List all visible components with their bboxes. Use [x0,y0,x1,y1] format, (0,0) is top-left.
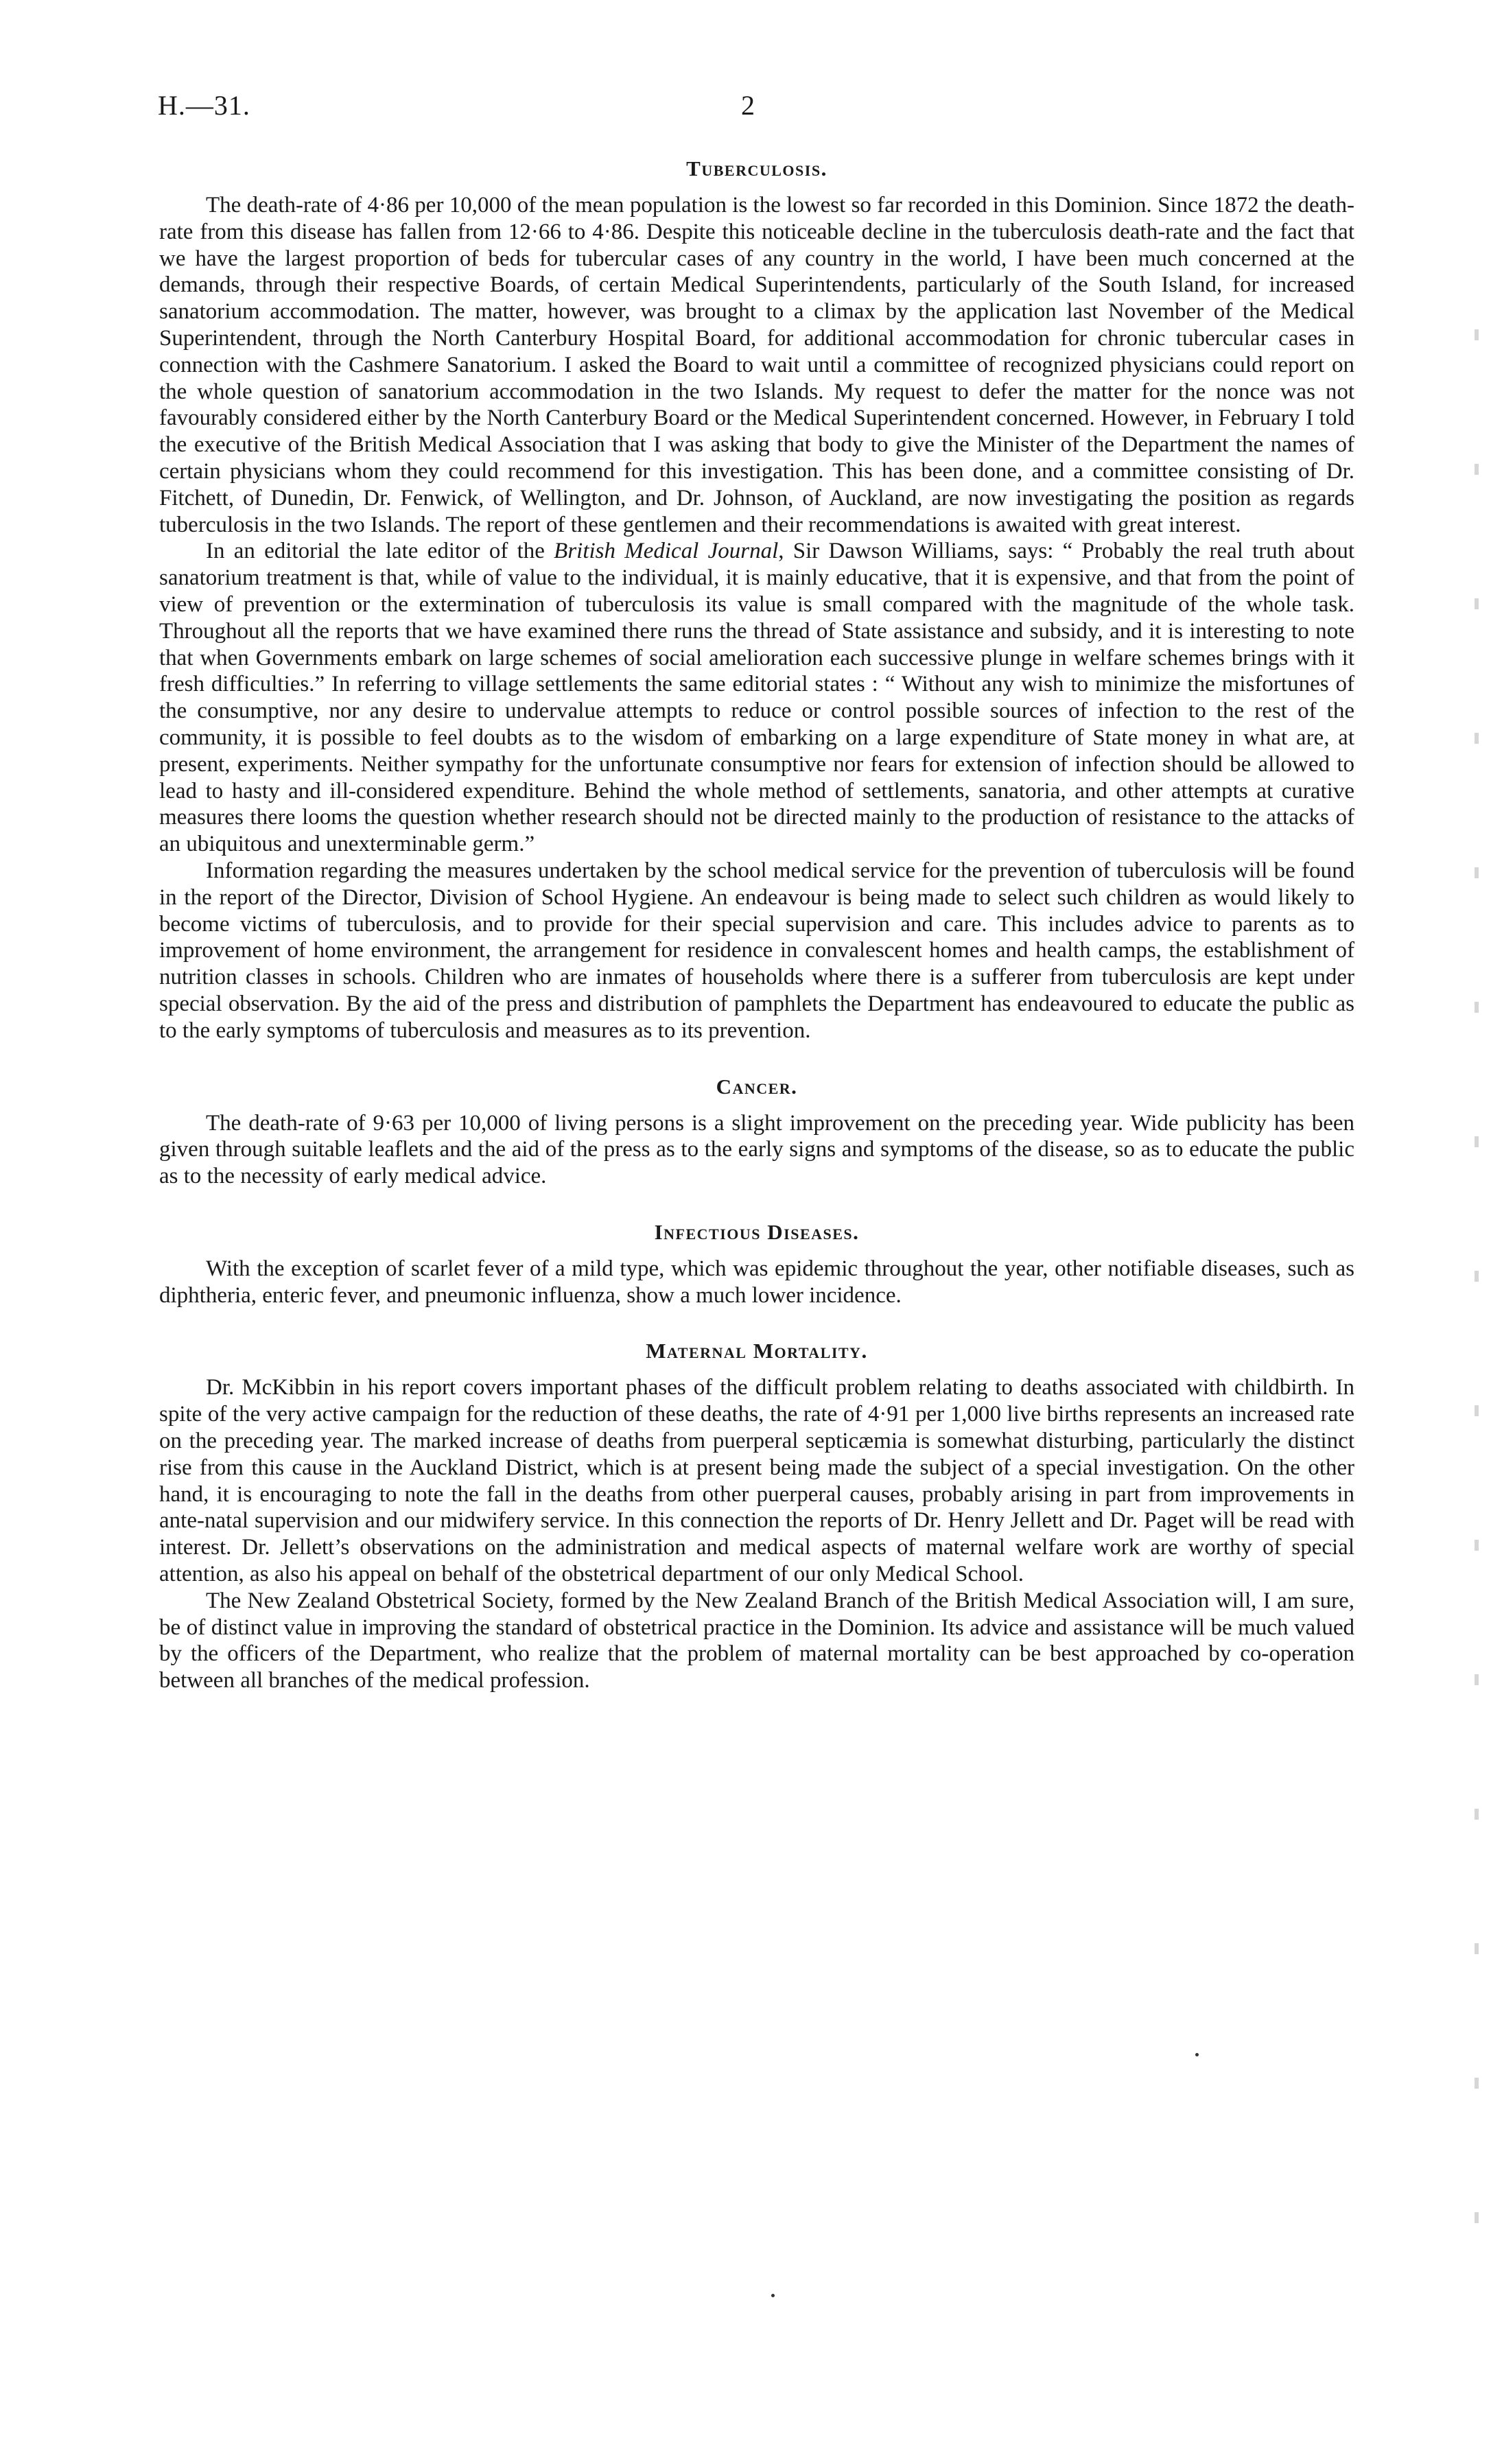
running-head [158,89,1352,130]
paragraph [159,858,1354,1044]
paragraph [159,192,1354,538]
paragraph-text: The death-rate of 4·86 per 10,000 of the mean population is the lowest so far recorded in this Dominion. Since 1872 the death-rate from this disease has fallen from 12·66 to 4·86. Despite this noticeable decline in the tuberculosis death-rate and the fact that we have the largest proportion of beds for tubercular cases of any country in the world, I have been much concerned at the demands, through their respective Boards, of certain Medical Superintendents, particularly of the South Island, for increased sanatorium accommodation. The matter, however, was brought to a climax by the application last November of the Medical Superintendent, through the North Canterbury Hospital Board, for additional accommodation for chronic tubercular cases in connection with the Cashmere Sanatorium. I asked the Board to wait until a committee of recognized physicians could report on the whole question of sanatorium accommodation in the two Islands. My request to defer the matter for the nonce was not favourably considered either by the North Canterbury Board or the Medical Superintendent concerned. However, in February I told the executive of the British Medical Association that I was asking that body to give the Minister of the Department the names of certain physicians whom they could recommend for this investigation. This has been done, and a committee consisting of Dr. Fitchett, of Dunedin, Dr. Fenwick, of Wellington, and Dr. Johnson, of Auckland, are now investigating the position as regards tuberculosis in the two Islands. The report of these gentlemen and their recommendations is awaited with great interest. [159,193,1354,537]
section-tuberculosis [159,156,1354,1044]
paragraph-text: Dr. McKibbin in his report covers important phases of the difficult problem relating to deaths associated with childbirth. In spite of the very active campaign for the reduction of these deaths, the rate of 4·91 per 1,000 live births represents an increased rate on the preceding year. The marked increase of deaths from puerperal septicæmia is somewhat disturbing, particularly the distinct rise from this cause in the Auckland District, which is at present being made the subject of a special investigation. On the other hand, it is encouraging to note the fall in the deaths from other puerperal causes, probably arising in part from improvements in ante-natal supervision and our midwifery service. In this connection the reports of Dr. Henry Jellett and Dr. Paget will be read with interest. Dr. Jellett’s observations on the administration and medical aspects of maternal welfare work are worthy of special attention, as also his appeal on behalf of the obstetrical department of our only Medical School. [159,1375,1354,1587]
section-infectious-diseases [159,1220,1354,1309]
paragraph-text: In an editorial the late editor of the [206,539,554,564]
section-heading: Maternal Mortality. [646,1339,868,1363]
paragraph [159,1588,1354,1694]
section-heading: Cancer. [716,1074,798,1099]
page-number: 2 [741,90,755,121]
section-heading: Infectious Diseases. [654,1219,860,1244]
paragraph [159,1256,1354,1309]
stray-mark-dot [1195,2053,1199,2056]
paragraph-text: The death-rate of 9·63 per 10,000 of living persons is a slight improvement on the preceding year. Wide publicity has been given through suitable leaflets and the aid of the press as to the early signs and symptoms of the disease, so as to educate the public as to the necessity of early medical advice. [159,1110,1354,1189]
margin-specks [1475,206,1479,2264]
paragraph-text: The New Zealand Obstetrical Society, formed by the New Zealand Branch of the British Medical Association will, I am sure, be of distinct value in improving the standard of obstetrical practice in the Dominion. Its advice and assistance will be much valued by the officers of the Department, who realize that the problem of maternal mortality can be best approached by co-operation between all branches of the medical profession. [159,1588,1354,1693]
paragraph-text: Information regarding the measures undertaken by the school medical service for the prevention of tuberculosis will be found in the report of the Director, Division of School Hygiene. An endeavour is being made to select such children as would likely to become victims of tuberculosis, and to provide for their special supervision and care. This includes advice to parents as to improvement of home environment, the arrangement for residence in convalescent homes and health camps, the establishment of nutrition classes in schools. Children who are inmates of households where there is a sufferer from tuberculosis are kept under special observation. By the aid of the press and distribution of pamphlets the Department has endeavoured to educate the public as to the early symptoms of tuberculosis and measures as to its prevention. [159,858,1354,1043]
paragraph [159,1110,1354,1190]
stray-mark-dot [771,2294,775,2297]
section-heading: Tuberculosis. [686,156,827,180]
paragraph-text: With the exception of scarlet fever of a mild type, which was epidemic throughout the year, other notifiable diseases, such as diphtheria, enteric fever, and pneumonic influenza, show a much lower incidence. [159,1256,1354,1308]
section-maternal-mortality [159,1339,1354,1694]
body-text [159,156,1354,1724]
section-cancer [159,1075,1354,1190]
paragraph [159,1374,1354,1587]
journal-title: British Medical Journal [554,539,779,564]
paragraph [159,538,1354,858]
paragraph-text: , Sir Dawson Williams, says: “ Probably the real truth about sanatorium treatment is that, while of value to the individual, it is mainly educative, that it is expensive, and that from the point of view of prevention or the extermination of tuberculosis its value is small compared with the magnitude of the whole task. Throughout all the reports that we have examined there runs the thread of State assistance and subsidy, and it is interesting to note that when Governments embark on large schemes of social amelioration each successive plunge in welfare schemes brings with it fresh difficulties.” In referring to village settlements the same editorial states : “ Without any wish to minimize the misfortunes of the consumptive, nor any desire to undervalue attempts to reduce or control possible sources of infection to the rest of the community, it is possible to feel doubts as to the wisdom of embarking on a large expenditure of State money in what are, at present, experiments. Neither sympathy for the unfortunate consumptive nor fears for extension of infection should be allowed to lead to hasty and ill-considered expenditure. Behind the whole method of settlements, sanatoria, and other attempts at curative measures there looms the question whether research should not be directed mainly to the production of resistance to the attacks of an ubiquitous and unexterminable germ.” [159,539,1354,857]
document-reference: H.—31. [158,90,250,121]
